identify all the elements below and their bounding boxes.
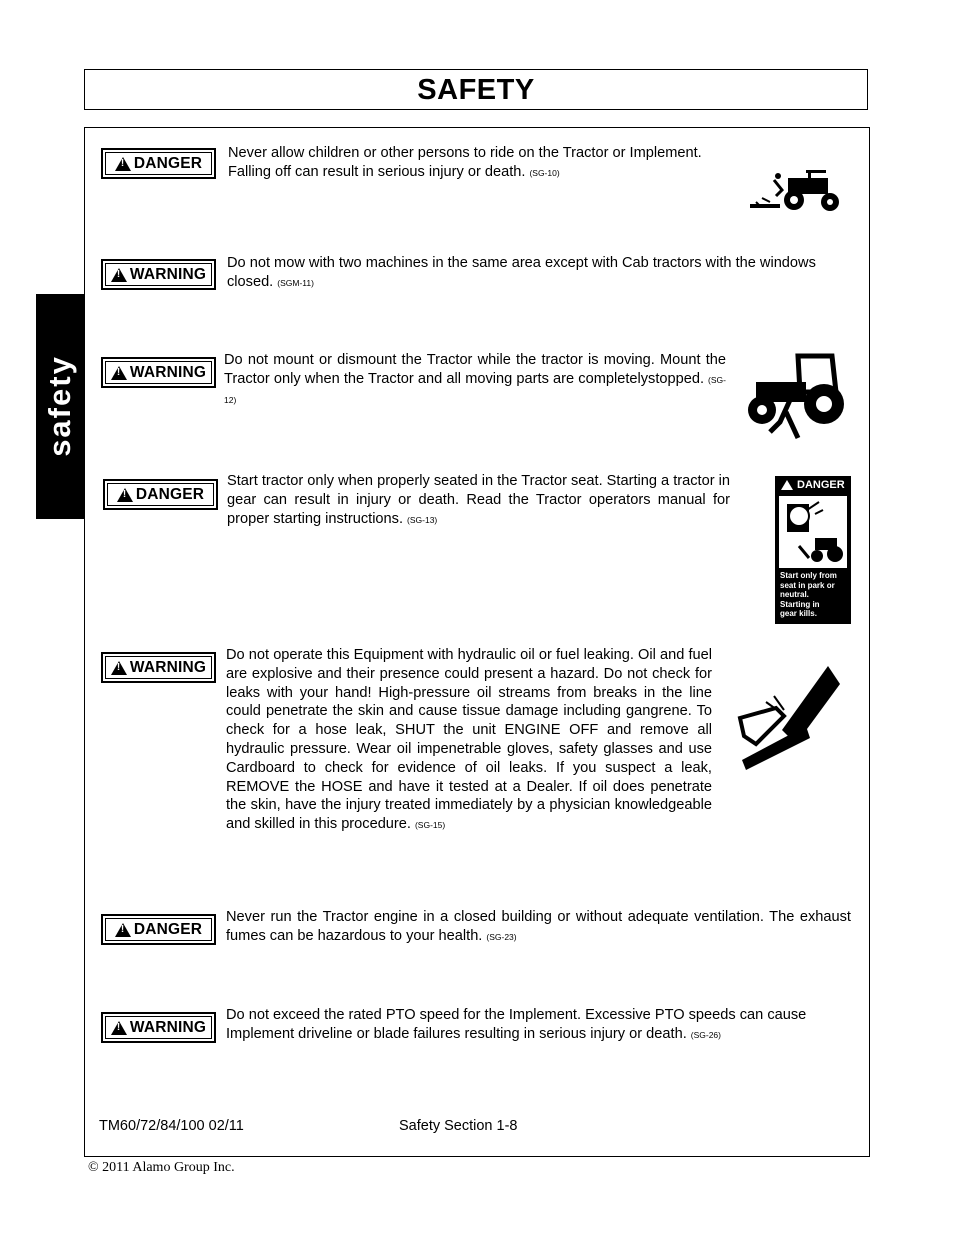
decal-pictogram [779,496,847,568]
tractor-dismount-hazard-icon [740,352,846,452]
warning-triangle-icon [781,480,793,490]
high-pressure-fluid-hazard-icon [736,664,842,772]
danger-badge: ! DANGER [101,148,216,179]
safety-message: Do not mow with two machines in the same area except with Cab tractors with the windows closed. (SGM-11) [227,255,816,290]
copyright: © 2011 Alamo Group Inc. [88,1160,235,1175]
warning-badge: ! WARNING [101,357,216,388]
warning-triangle-icon [111,268,127,282]
warning-triangle-icon [111,366,127,380]
warning-triangle-icon [117,488,133,502]
footer-section: Safety Section 1-8 [399,1118,518,1134]
tractor-start-hazard-icon [779,496,847,568]
warning-triangle-icon [111,1021,127,1035]
footer-model: TM60/72/84/100 02/11 [99,1118,244,1134]
safety-message: Do not operate this Equipment with hydraulic oil or fuel leaking. Oil and fuel are explosive and their presence could present a hazard. Do not check for leaks with your hand! High-pressure oil streams from breaks in the line could penetrate the skin and cause tissue damage including gangrene. To check for a hose leak, SHUT the unit ENGINE OFF and remove all hydraulic pressure. Wear oil impenetrable gloves, safety glasses and use Cardboard to check for evidence of oil leaks. If you suspect a leak, REMOVE the HOSE and have it tested at a Dealer. If oil does penetrate the skin, have the injury treated immediately by a physician knowledgeable and skilled in this procedure. (SG-15) [226,647,712,833]
danger-badge: ! DANGER [101,914,216,945]
warning-badge: ! WARNING [101,259,216,290]
danger-decal: DANGER Start only from seat in park or neutral. Starting in gear kills. [775,476,851,624]
warning-badge: ! WARNING [101,652,216,683]
warning-triangle-icon [115,923,131,937]
section-side-tab [36,294,84,519]
side-tab-label: safety [42,355,77,457]
danger-badge: ! DANGER [103,479,218,510]
warning-triangle-icon [115,157,131,171]
warning-triangle-icon [111,661,127,675]
decal-text: Start only from seat in park or neutral. Starting in gear kills. [780,571,837,619]
page-title: SAFETY [417,74,535,106]
page-header [84,69,868,110]
safety-message: Do not exceed the rated PTO speed for the Implement. Excessive PTO speeds can cause Implement driveline or blade failures resulting in serious injury or death. (SG-26) [226,1007,807,1042]
warning-badge: ! WARNING [101,1012,216,1043]
safety-message: Never allow children or other persons to ride on the Tractor or Implement. Falling off can result in serious injury or death. (SG-10) [228,145,702,180]
safety-message: Never run the Tractor engine in a closed building or without adequate ventilation. The exhaust fumes can be hazardous to your health. (SG-23) [226,909,851,944]
safety-message: Start tractor only when properly seated in the Tractor seat. Starting a tractor in gear can result in injury or death. Read the Tractor operators manual for proper starting instructions. (SG-13) [227,473,730,527]
rider-falling-tractor-icon [748,168,844,216]
safety-message: Do not mount or dismount the Tractor while the tractor is moving. Mount the Tractor only when the Tractor and all moving parts are completelystopped. (SG-12) [224,352,726,405]
